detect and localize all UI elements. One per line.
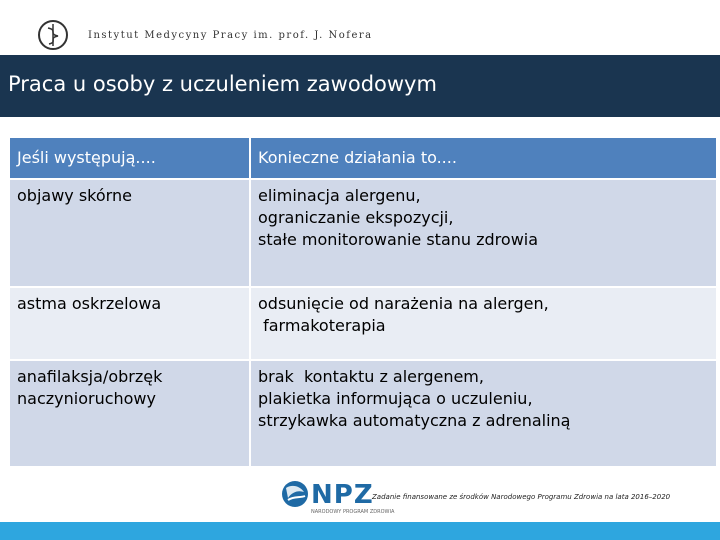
cell-line: eliminacja alergenu,: [258, 186, 421, 205]
table-row: [9, 179, 717, 287]
funding-note: Zadanie finansowane ze środków Narodowego Programu Zdrowia na lata 2016–2020: [372, 493, 671, 501]
npz-globe-icon: [280, 476, 310, 512]
cell-line: odsunięcie od narażenia na alergen,: [258, 294, 549, 313]
table-container: [8, 136, 718, 468]
header-cell-condition: Jeśli występują....: [9, 137, 250, 179]
cell-line: plakietka informująca o uczuleniu,: [258, 389, 533, 408]
cell-line: naczynioruchowy: [17, 389, 156, 408]
header-cell-actions: Konieczne działania to....: [250, 137, 717, 179]
table-row: [9, 360, 717, 467]
cell-line: astma oskrzelowa: [17, 294, 162, 313]
table-row: [9, 287, 717, 360]
cell-line: strzykawka automatyczna z adrenaliną: [258, 411, 571, 430]
bottom-bar: [0, 522, 720, 540]
actions-cell: [250, 360, 717, 467]
institute-name: Instytut Medycyny Pracy im. prof. J. Nofera: [88, 30, 373, 41]
cell-line: farmakoterapia: [258, 316, 386, 335]
cell-line: ograniczanie ekspozycji,: [258, 208, 454, 227]
title-bar: [0, 55, 720, 117]
npz-logo-subtitle: NARODOWY PROGRAM ZDROWIA: [311, 509, 395, 515]
allergy-actions-table: [8, 136, 718, 468]
cell-line: objawy skórne: [17, 186, 132, 205]
institute-logo-icon: [36, 18, 70, 52]
condition-cell: [9, 179, 250, 287]
cell-line: anafilaksja/obrzęk: [17, 367, 163, 386]
condition-cell: [9, 287, 250, 360]
cell-line: brak kontaktu z alergenem,: [258, 367, 484, 386]
npz-logo-text: NPZ: [311, 480, 374, 510]
actions-cell: [250, 287, 717, 360]
condition-cell: [9, 360, 250, 467]
cell-line: stałe monitorowanie stanu zdrowia: [258, 230, 539, 249]
actions-cell: [250, 179, 717, 287]
page-title: Praca u osoby z uczuleniem zawodowym: [8, 72, 437, 96]
table-header-row: [9, 137, 717, 179]
